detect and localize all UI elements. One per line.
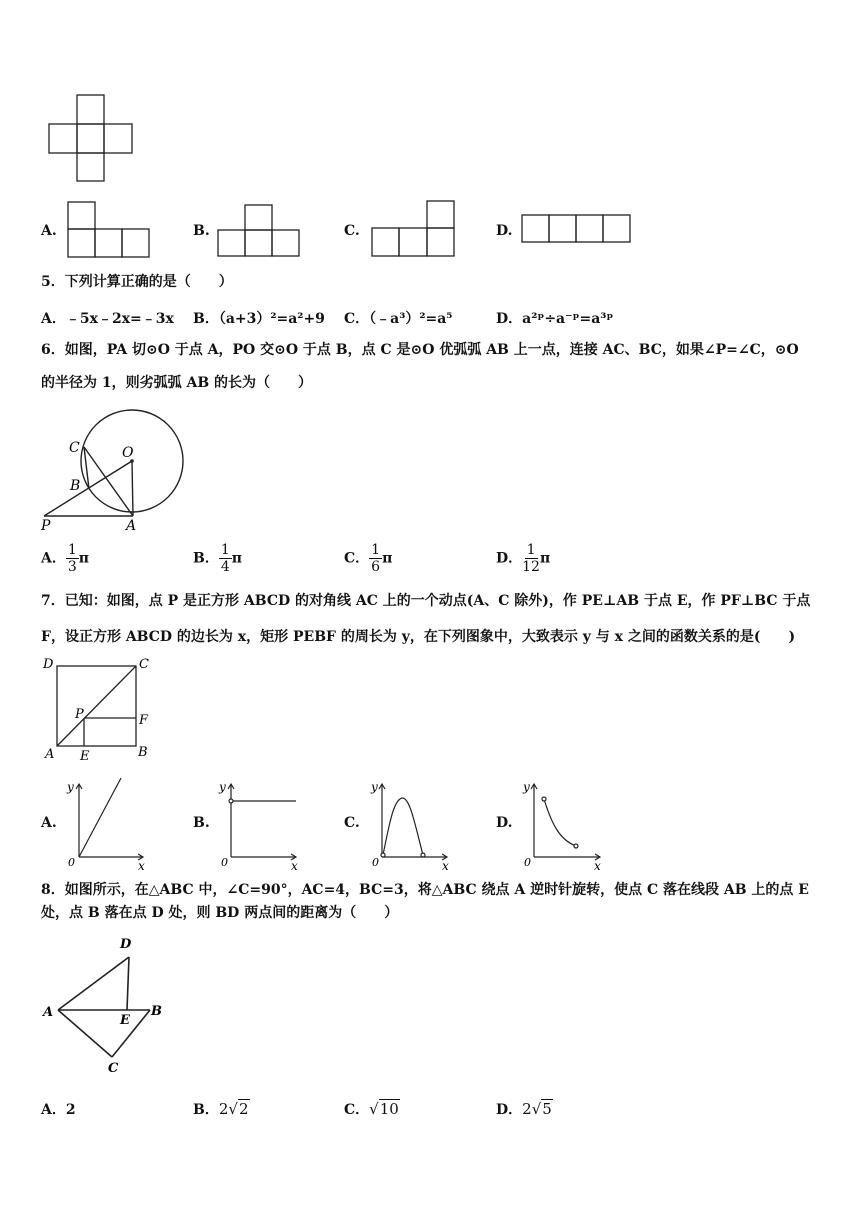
q6-label-b: B xyxy=(70,478,81,494)
q4-option-c-label: C. xyxy=(344,223,360,239)
q4-option-b-label: B. xyxy=(193,223,210,239)
q7a-x: x xyxy=(138,859,145,873)
q8-label-b: B xyxy=(151,1004,162,1019)
q6-label-a: A xyxy=(126,518,137,534)
q6-stem-line1: 6．如图，PA 切⊙O 于点 A，PO 交⊙O 于点 B，点 C 是⊙O 优弧弧 AB 上一点，连接 AC、BC，如果∠P=∠C，⊙O xyxy=(41,342,799,358)
q7-label-p: P xyxy=(75,707,84,722)
q7a-y: y xyxy=(67,780,74,794)
q6-option-c: C． $\frac{1}{6}$ π xyxy=(344,542,393,575)
q7-label-f: F xyxy=(139,713,149,728)
q7-option-d-label: D. xyxy=(496,815,513,831)
q6-option-d: D． $\frac{1}{12}$ π xyxy=(496,542,551,575)
q7-option-a-label: A. xyxy=(41,815,57,831)
q7d-x: x xyxy=(594,859,601,873)
q4-option-a-label: A. xyxy=(41,223,57,239)
q4-option-d-label: D. xyxy=(496,223,513,239)
q5-option-c: C．（﹣a³）²=a⁵ xyxy=(344,311,453,327)
q8-stem-line2: 处，点 B 落在点 D 处，则 BD 两点间的距离为（ ） xyxy=(41,905,399,921)
q7a-origin: 0 xyxy=(68,856,75,869)
q6-label-o: O xyxy=(122,445,134,461)
q8-option-a: A．2 xyxy=(41,1102,76,1118)
q8-label-d: D xyxy=(120,937,132,952)
q7-stem-line1: 7．已知：如图，点 P 是正方形 ABCD 的对角线 AC 上的一个动点(A、C 除外)，作 PE⊥AB 于点 E，作 PF⊥BC 于点 xyxy=(41,593,811,609)
q7c-origin: 0 xyxy=(372,856,379,869)
q7-option-c-label: C. xyxy=(344,815,360,831)
q7c-y: y xyxy=(371,780,378,794)
q6-stem-line2: 的半径为 1，则劣弧弧 AB 的长为（ ） xyxy=(41,375,313,391)
q6-option-a: A． $\frac{1}{3}$ π xyxy=(41,542,90,575)
q6-label-p: P xyxy=(41,518,51,534)
q8-stem-line1: 8．如图所示，在△ABC 中，∠C=90°，AC=4，BC=3，将△ABC 绕点 A 逆时针旋转，使点 C 落在线段 AB 上的点 E xyxy=(41,882,809,898)
q7-label-a: A xyxy=(45,747,55,762)
q7d-origin: 0 xyxy=(524,856,531,869)
q7b-origin: 0 xyxy=(221,856,228,869)
q6-label-c: C xyxy=(69,440,80,456)
q8-label-a: A xyxy=(43,1005,54,1020)
q5-option-b: B．（a+3）²=a²+9 xyxy=(193,311,325,327)
q8-option-b: B．2√2 xyxy=(193,1100,249,1118)
q5-option-a: A．﹣5x﹣2x=﹣3x xyxy=(41,311,174,327)
q8-label-c: C xyxy=(108,1061,119,1076)
q7c-x: x xyxy=(442,859,449,873)
q7-option-b-label: B. xyxy=(193,815,210,831)
q8-label-e: E xyxy=(120,1013,130,1028)
q6-option-b: B． $\frac{1}{4}$ π xyxy=(193,542,243,575)
q7b-y: y xyxy=(219,780,226,794)
q8-option-d: D．2√5 xyxy=(496,1100,552,1118)
q8-option-c: C．√10 xyxy=(344,1100,399,1118)
q7-label-e: E xyxy=(80,749,90,764)
q7-label-d: D xyxy=(43,657,54,672)
q7-stem-line2: F，设正方形 ABCD 的边长为 x，矩形 PEBF 的周长为 y，在下列图象中，大致表示 y 与 x 之间的函数关系的是( ) xyxy=(41,629,796,645)
q5-stem: 5．下列计算正确的是（ ） xyxy=(41,274,233,290)
q7-label-b: B xyxy=(138,745,148,760)
q7b-x: x xyxy=(291,859,298,873)
q7-label-c: C xyxy=(139,657,149,672)
q7d-y: y xyxy=(523,780,530,794)
q5-option-d: D．a²ᵖ÷a⁻ᵖ=a³ᵖ xyxy=(496,311,614,327)
